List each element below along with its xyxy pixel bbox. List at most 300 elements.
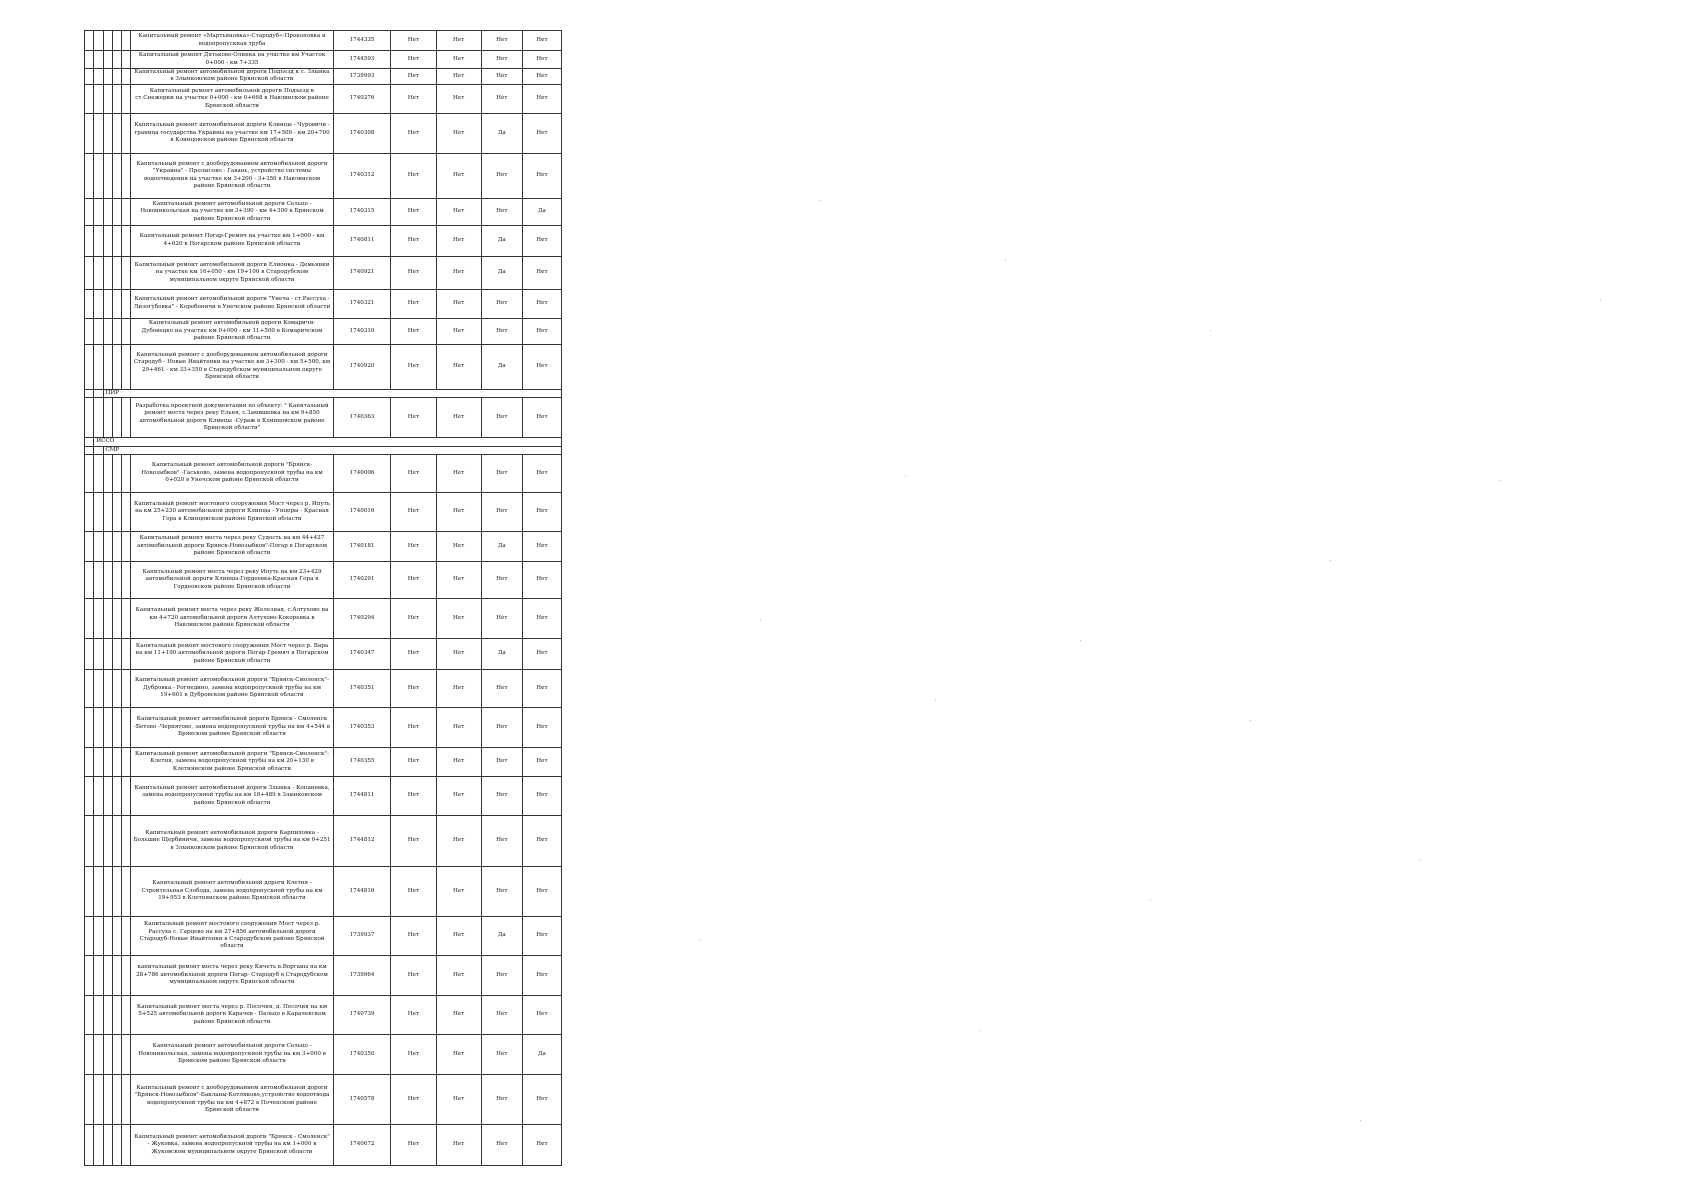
blank-index-cell bbox=[85, 438, 94, 446]
flag-cell-4: Нет bbox=[522, 69, 561, 85]
blank-index-cell bbox=[112, 455, 121, 493]
blank-index-cell bbox=[122, 113, 131, 153]
section-label: СМР bbox=[103, 446, 562, 454]
flag-cell-3: Нет bbox=[481, 455, 522, 493]
flag-cell-3: Нет bbox=[481, 1075, 522, 1125]
flag-cell-3: Нет bbox=[481, 69, 522, 85]
flag-cell-2: Нет bbox=[436, 996, 481, 1035]
flag-cell-4: Да bbox=[522, 198, 561, 225]
object-code-cell: 1740739 bbox=[333, 996, 391, 1035]
blank-index-cell bbox=[103, 198, 112, 225]
table-row bbox=[85, 708, 562, 748]
scan-speck bbox=[1210, 330, 1211, 331]
scan-speck bbox=[1420, 860, 1421, 861]
scan-speck bbox=[1005, 260, 1006, 261]
object-code-cell: 1744335 bbox=[333, 31, 391, 51]
flag-cell-2: Нет bbox=[436, 31, 481, 51]
blank-index-cell bbox=[85, 1125, 94, 1166]
flag-cell-2: Нет bbox=[436, 113, 481, 153]
blank-index-cell bbox=[112, 599, 121, 639]
flag-cell-3: Да bbox=[481, 256, 522, 289]
blank-index-cell bbox=[122, 1035, 131, 1075]
blank-index-cell bbox=[112, 289, 121, 318]
object-code-cell: 1744812 bbox=[333, 816, 391, 867]
scan-speck bbox=[1330, 560, 1331, 561]
flag-cell-1: Нет bbox=[391, 670, 436, 708]
object-description-cell: Разработка проектной документации по объекту: " Капитальный ремонт моста через реку Ельня, с.Замишевка на км 9+850 автомобильной дороги Клинцы -Сураж в Клинцовском районе Брянской области" bbox=[131, 398, 334, 438]
section-header-row bbox=[85, 446, 562, 454]
flag-cell-4: Нет bbox=[522, 455, 561, 493]
flag-cell-2: Нет bbox=[436, 867, 481, 917]
blank-index-cell bbox=[94, 917, 103, 956]
flag-cell-1: Нет bbox=[391, 867, 436, 917]
flag-cell-1: Нет bbox=[391, 318, 436, 344]
blank-index-cell bbox=[103, 289, 112, 318]
scan-speck bbox=[1600, 300, 1601, 301]
flag-cell-4: Нет bbox=[522, 917, 561, 956]
scan-speck bbox=[905, 475, 906, 476]
blank-index-cell bbox=[103, 1075, 112, 1125]
blank-index-cell bbox=[112, 562, 121, 599]
object-description-cell: Капитальный ремонт автомобильной дороги "Унеча - ст.Рассуха - Лизогубовка" - Коробоничи в Унечском районе Брянской области bbox=[131, 289, 334, 318]
flag-cell-3: Нет bbox=[481, 1125, 522, 1166]
object-description-cell: Капитальный ремонт моста через реку Ипуть на км 23+429 автомобильной дороги Клинцы-Гордеевка-Красная Гора в Гордеевском районе Брянской области bbox=[131, 562, 334, 599]
object-description-cell: Капитальный ремонт «Мартьяновка»-Стародуб«-Прокоповка и водопропускная труба bbox=[131, 31, 334, 51]
blank-index-cell bbox=[94, 69, 103, 85]
blank-index-cell bbox=[122, 748, 131, 777]
flag-cell-2: Нет bbox=[436, 816, 481, 867]
flag-cell-4: Нет bbox=[522, 398, 561, 438]
scan-speck bbox=[1360, 1120, 1361, 1121]
flag-cell-1: Нет bbox=[391, 748, 436, 777]
object-description-cell: Капитальный ремонт Дятьково-Олинка на участке км Участок 0+000 - км 7+335 bbox=[131, 51, 334, 69]
blank-index-cell bbox=[103, 777, 112, 816]
blank-index-cell bbox=[112, 344, 121, 389]
blank-index-cell bbox=[94, 670, 103, 708]
table-row bbox=[85, 1035, 562, 1075]
flag-cell-4: Нет bbox=[522, 996, 561, 1035]
table-row bbox=[85, 455, 562, 493]
blank-index-cell bbox=[122, 956, 131, 996]
blank-index-cell bbox=[85, 69, 94, 85]
object-description-cell: Капитальный ремонт Погар-Гремяч на участке км 1+000 - км 4+620 в Погарском районе Брянской области bbox=[131, 225, 334, 256]
blank-index-cell bbox=[112, 777, 121, 816]
flag-cell-1: Нет bbox=[391, 225, 436, 256]
blank-index-cell bbox=[85, 532, 94, 562]
flag-cell-2: Нет bbox=[436, 956, 481, 996]
table-row bbox=[85, 198, 562, 225]
object-description-cell: Капитальный ремонт автомобильной дороги Брянск - Смоленск -Бетово -Чернятово, замена водопропускной трубы на км 4+544 в Брянском районе Брянской области bbox=[131, 708, 334, 748]
flag-cell-3: Нет bbox=[481, 708, 522, 748]
blank-index-cell bbox=[122, 1125, 131, 1166]
flag-cell-1: Нет bbox=[391, 1125, 436, 1166]
flag-cell-1: Нет bbox=[391, 344, 436, 389]
blank-index-cell bbox=[85, 113, 94, 153]
blank-index-cell bbox=[103, 639, 112, 670]
object-code-cell: 1740811 bbox=[333, 225, 391, 256]
flag-cell-1: Нет bbox=[391, 956, 436, 996]
blank-index-cell bbox=[122, 256, 131, 289]
object-description-cell: Капитальный ремонт автомобильной дороги Карпиловка - Большие Щербиничи, замена водопропускной трубы на км 0+251 в Злынковском районе Брянской области bbox=[131, 816, 334, 867]
blank-index-cell bbox=[85, 153, 94, 198]
blank-index-cell bbox=[85, 867, 94, 917]
flag-cell-1: Нет bbox=[391, 455, 436, 493]
scan-speck bbox=[820, 200, 821, 201]
flag-cell-1: Нет bbox=[391, 84, 436, 113]
flag-cell-4: Нет bbox=[522, 1125, 561, 1166]
flag-cell-3: Нет bbox=[481, 84, 522, 113]
flag-cell-1: Нет bbox=[391, 816, 436, 867]
flag-cell-1: Нет bbox=[391, 917, 436, 956]
flag-cell-3: Нет bbox=[481, 956, 522, 996]
blank-index-cell bbox=[103, 455, 112, 493]
flag-cell-3: Да bbox=[481, 532, 522, 562]
flag-cell-2: Нет bbox=[436, 153, 481, 198]
flag-cell-1: Нет bbox=[391, 599, 436, 639]
blank-index-cell bbox=[94, 777, 103, 816]
repair-objects-table bbox=[84, 30, 562, 1166]
blank-index-cell bbox=[85, 84, 94, 113]
flag-cell-3: Нет bbox=[481, 562, 522, 599]
blank-index-cell bbox=[85, 318, 94, 344]
flag-cell-4: Нет bbox=[522, 51, 561, 69]
blank-index-cell bbox=[103, 867, 112, 917]
scan-speck bbox=[1150, 900, 1151, 901]
blank-index-cell bbox=[85, 816, 94, 867]
object-code-cell: 1740310 bbox=[333, 318, 391, 344]
blank-index-cell bbox=[122, 532, 131, 562]
blank-index-cell bbox=[112, 816, 121, 867]
blank-index-cell bbox=[122, 398, 131, 438]
flag-cell-2: Нет bbox=[436, 493, 481, 532]
scan-speck bbox=[1500, 480, 1501, 481]
flag-cell-1: Нет bbox=[391, 31, 436, 51]
blank-index-cell bbox=[85, 493, 94, 532]
blank-index-cell bbox=[112, 69, 121, 85]
flag-cell-2: Нет bbox=[436, 748, 481, 777]
blank-index-cell bbox=[112, 956, 121, 996]
blank-index-cell bbox=[94, 113, 103, 153]
flag-cell-1: Нет bbox=[391, 198, 436, 225]
flag-cell-1: Нет bbox=[391, 398, 436, 438]
object-description-cell: Капитальный ремонт автомобильной дороги "Брянск-Смоленск"-Дубровка - Рогнедино, замена водопропускной трубы на км 19+601 в Дубровском районе Брянской области bbox=[131, 670, 334, 708]
scan-speck bbox=[700, 940, 701, 941]
blank-index-cell bbox=[122, 51, 131, 69]
table-row bbox=[85, 398, 562, 438]
object-description-cell: Капитальный ремонт с дооборудованием автомобильной дороги Стародуб - Новые Ивайтенки на участке км 3+300 - км 5+500, км 29+461 - км 33+350 в Стародубском муниципальном округе Брянской области bbox=[131, 344, 334, 389]
flag-cell-4: Нет bbox=[522, 318, 561, 344]
flag-cell-2: Нет bbox=[436, 1125, 481, 1166]
flag-cell-3: Нет bbox=[481, 398, 522, 438]
blank-index-cell bbox=[112, 639, 121, 670]
flag-cell-2: Нет bbox=[436, 84, 481, 113]
object-code-cell: 1740308 bbox=[333, 113, 391, 153]
blank-index-cell bbox=[94, 389, 103, 397]
blank-index-cell bbox=[122, 670, 131, 708]
blank-index-cell bbox=[85, 708, 94, 748]
blank-index-cell bbox=[85, 256, 94, 289]
flag-cell-4: Нет bbox=[522, 1075, 561, 1125]
blank-index-cell bbox=[103, 256, 112, 289]
blank-index-cell bbox=[103, 956, 112, 996]
scan-speck bbox=[935, 700, 936, 701]
scan-speck bbox=[1250, 720, 1251, 721]
object-code-cell: 1740181 bbox=[333, 532, 391, 562]
blank-index-cell bbox=[94, 493, 103, 532]
blank-index-cell bbox=[112, 225, 121, 256]
object-code-cell: 1739993 bbox=[333, 69, 391, 85]
blank-index-cell bbox=[122, 289, 131, 318]
object-description-cell: Капитальный ремонт моста через реку Железная, с.Алтухово на км 4+720 автомобильной дороги Алтухово-Кокоревка в Навлинском районе Брянской области bbox=[131, 599, 334, 639]
object-description-cell: Капитальный ремонт автомобильной дороги Подъезд к ст.Снежерки на участке 0+000 - км 0+668 в Навлинском районе Брянской области bbox=[131, 84, 334, 113]
blank-index-cell bbox=[103, 51, 112, 69]
flag-cell-3: Нет bbox=[481, 318, 522, 344]
blank-index-cell bbox=[85, 1075, 94, 1125]
table-row bbox=[85, 318, 562, 344]
blank-index-cell bbox=[85, 389, 94, 397]
object-description-cell: Капитальный ремонт автомобильной дороги Елионка - Демьянки на участке км 16+050 - км 19+100 в Стародубском муниципальном округе Брянской области bbox=[131, 256, 334, 289]
flag-cell-1: Нет bbox=[391, 639, 436, 670]
blank-index-cell bbox=[122, 917, 131, 956]
blank-index-cell bbox=[122, 708, 131, 748]
flag-cell-2: Нет bbox=[436, 398, 481, 438]
blank-index-cell bbox=[85, 917, 94, 956]
flag-cell-3: Нет bbox=[481, 816, 522, 867]
blank-index-cell bbox=[122, 344, 131, 389]
blank-index-cell bbox=[85, 398, 94, 438]
flag-cell-1: Нет bbox=[391, 256, 436, 289]
blank-index-cell bbox=[94, 289, 103, 318]
object-code-cell: 1740315 bbox=[333, 198, 391, 225]
blank-index-cell bbox=[112, 748, 121, 777]
blank-index-cell bbox=[112, 867, 121, 917]
blank-index-cell bbox=[103, 917, 112, 956]
flag-cell-1: Нет bbox=[391, 532, 436, 562]
object-description-cell: Капитальный ремонт автомобильной дороги Злынка - Копаневка, замена водопропускной трубы на км 18+489 в Злынковском районе Брянской области bbox=[131, 777, 334, 816]
section-label: ПИР bbox=[103, 389, 562, 397]
blank-index-cell bbox=[94, 1035, 103, 1075]
object-code-cell: 1739964 bbox=[333, 956, 391, 996]
blank-index-cell bbox=[85, 748, 94, 777]
scan-speck bbox=[760, 620, 761, 621]
object-code-cell: 1740350 bbox=[333, 1035, 391, 1075]
blank-index-cell bbox=[85, 777, 94, 816]
table-row bbox=[85, 777, 562, 816]
blank-index-cell bbox=[94, 867, 103, 917]
flag-cell-3: Нет bbox=[481, 867, 522, 917]
blank-index-cell bbox=[103, 69, 112, 85]
flag-cell-1: Нет bbox=[391, 1075, 436, 1125]
flag-cell-2: Нет bbox=[436, 256, 481, 289]
blank-index-cell bbox=[94, 153, 103, 198]
object-description-cell: Капитальный ремонт автомобильной дороги Подъезд к с. Злынка в Злынковском районе Брянской области bbox=[131, 69, 334, 85]
blank-index-cell bbox=[112, 1125, 121, 1166]
blank-index-cell bbox=[94, 708, 103, 748]
object-description-cell: Капитальный ремонт автомобильной дороги Комаричи-Дубовецко на участке км 0+000 - км 11+500 в Комаричском районе Брянской области bbox=[131, 318, 334, 344]
object-description-cell: Капитальный ремонт мостового сооружения Мост через р. Вара на км 11+190 автомобильной дороги Погар-Гремяч в Погарском районе Брянской области bbox=[131, 639, 334, 670]
flag-cell-2: Нет bbox=[436, 225, 481, 256]
table-row bbox=[85, 867, 562, 917]
blank-index-cell bbox=[112, 670, 121, 708]
object-description-cell: Капитальный ремонт автомобильной дороги Сельцо - Новоникольская на участке км 3+390 - км 4+300 в Брянском районе Брянской области bbox=[131, 198, 334, 225]
blank-index-cell bbox=[122, 493, 131, 532]
object-code-cell: 1740363 bbox=[333, 398, 391, 438]
blank-index-cell bbox=[112, 917, 121, 956]
object-code-cell: 1740291 bbox=[333, 562, 391, 599]
flag-cell-2: Нет bbox=[436, 51, 481, 69]
table-row bbox=[85, 816, 562, 867]
object-code-cell: 1740920 bbox=[333, 344, 391, 389]
blank-index-cell bbox=[103, 1125, 112, 1166]
flag-cell-2: Нет bbox=[436, 917, 481, 956]
table-row bbox=[85, 670, 562, 708]
blank-index-cell bbox=[85, 198, 94, 225]
object-code-cell: 1744811 bbox=[333, 777, 391, 816]
flag-cell-4: Да bbox=[522, 1035, 561, 1075]
table-row bbox=[85, 493, 562, 532]
blank-index-cell bbox=[103, 493, 112, 532]
flag-cell-4: Нет bbox=[522, 708, 561, 748]
flag-cell-4: Нет bbox=[522, 493, 561, 532]
object-code-cell: 1740672 bbox=[333, 1125, 391, 1166]
flag-cell-2: Нет bbox=[436, 289, 481, 318]
flag-cell-2: Нет bbox=[436, 639, 481, 670]
table-row bbox=[85, 996, 562, 1035]
flag-cell-2: Нет bbox=[436, 670, 481, 708]
flag-cell-1: Нет bbox=[391, 708, 436, 748]
flag-cell-2: Нет bbox=[436, 344, 481, 389]
blank-index-cell bbox=[94, 996, 103, 1035]
object-code-cell: 1744816 bbox=[333, 867, 391, 917]
object-code-cell: 1740276 bbox=[333, 84, 391, 113]
flag-cell-2: Нет bbox=[436, 599, 481, 639]
flag-cell-4: Нет bbox=[522, 225, 561, 256]
flag-cell-1: Нет bbox=[391, 996, 436, 1035]
table-row bbox=[85, 31, 562, 51]
blank-index-cell bbox=[85, 996, 94, 1035]
object-description-cell: Капитальный ремонт автомобильной дороги Клинцы - Чуровичи - граница государства Украины на участке км 17+500 - км 20+700 в Клинцовском районе Брянской области bbox=[131, 113, 334, 153]
blank-index-cell bbox=[122, 867, 131, 917]
blank-index-cell bbox=[122, 562, 131, 599]
blank-index-cell bbox=[112, 113, 121, 153]
flag-cell-3: Нет bbox=[481, 153, 522, 198]
flag-cell-4: Нет bbox=[522, 31, 561, 51]
blank-index-cell bbox=[122, 1075, 131, 1125]
flag-cell-1: Нет bbox=[391, 153, 436, 198]
blank-index-cell bbox=[103, 318, 112, 344]
flag-cell-2: Нет bbox=[436, 69, 481, 85]
blank-index-cell bbox=[112, 532, 121, 562]
object-description-cell: Капитальный ремонт автомобильной дороги "Брянск-Новозыбков" -Гаськово, замена водопропускной трубы на км 0+020 в Унечском районе Брянской области bbox=[131, 455, 334, 493]
blank-index-cell bbox=[112, 318, 121, 344]
flag-cell-3: Нет bbox=[481, 748, 522, 777]
blank-index-cell bbox=[94, 562, 103, 599]
blank-index-cell bbox=[85, 446, 94, 454]
blank-index-cell bbox=[94, 599, 103, 639]
flag-cell-2: Нет bbox=[436, 532, 481, 562]
blank-index-cell bbox=[122, 816, 131, 867]
flag-cell-3: Нет bbox=[481, 289, 522, 318]
scanned-page bbox=[84, 30, 562, 1166]
object-description-cell: Капитальный ремонт с дооборудованием автомобильной дороги "Украина" - Пролысово - Гавань, устройство системы водоотведения на участке км 3+200 - 3+350 в Навлинском районе Брянской области bbox=[131, 153, 334, 198]
blank-index-cell bbox=[85, 1035, 94, 1075]
blank-index-cell bbox=[94, 748, 103, 777]
blank-index-cell bbox=[103, 708, 112, 748]
blank-index-cell bbox=[122, 318, 131, 344]
flag-cell-2: Нет bbox=[436, 198, 481, 225]
table-row bbox=[85, 532, 562, 562]
blank-index-cell bbox=[103, 748, 112, 777]
flag-cell-4: Нет bbox=[522, 562, 561, 599]
table-row bbox=[85, 256, 562, 289]
flag-cell-2: Нет bbox=[436, 777, 481, 816]
flag-cell-1: Нет bbox=[391, 777, 436, 816]
blank-index-cell bbox=[94, 956, 103, 996]
blank-index-cell bbox=[112, 708, 121, 748]
blank-index-cell bbox=[112, 31, 121, 51]
section-header-row bbox=[85, 389, 562, 397]
blank-index-cell bbox=[94, 816, 103, 867]
blank-index-cell bbox=[112, 256, 121, 289]
blank-index-cell bbox=[103, 1035, 112, 1075]
blank-index-cell bbox=[85, 670, 94, 708]
flag-cell-3: Нет bbox=[481, 670, 522, 708]
blank-index-cell bbox=[85, 31, 94, 51]
flag-cell-1: Нет bbox=[391, 51, 436, 69]
flag-cell-4: Нет bbox=[522, 84, 561, 113]
flag-cell-2: Нет bbox=[436, 562, 481, 599]
blank-index-cell bbox=[103, 153, 112, 198]
object-description-cell: капитальный ремонт моста через реку Кичеть в.Воргаиы на км 28+786 автомобильной дороги Погар- Стародуб в Стародубском муниципальном округе Брянской области bbox=[131, 956, 334, 996]
blank-index-cell bbox=[94, 455, 103, 493]
blank-index-cell bbox=[85, 51, 94, 69]
blank-index-cell bbox=[103, 398, 112, 438]
flag-cell-2: Нет bbox=[436, 318, 481, 344]
object-description-cell: Капитальный ремонт автомобильной дороги "Брянск - Смоленск" - Жуковка, замена водопропускной трубы на км 1+000 в Жуковском муниципальном округе Брянской области bbox=[131, 1125, 334, 1166]
blank-index-cell bbox=[122, 84, 131, 113]
blank-index-cell bbox=[103, 113, 112, 153]
flag-cell-2: Нет bbox=[436, 1035, 481, 1075]
blank-index-cell bbox=[103, 816, 112, 867]
scan-speck bbox=[980, 1030, 981, 1031]
flag-cell-4: Нет bbox=[522, 256, 561, 289]
flag-cell-1: Нет bbox=[391, 1035, 436, 1075]
section-label: ИССО bbox=[94, 438, 562, 446]
table-row bbox=[85, 639, 562, 670]
object-code-cell: 1744593 bbox=[333, 51, 391, 69]
flag-cell-4: Нет bbox=[522, 777, 561, 816]
blank-index-cell bbox=[94, 198, 103, 225]
blank-index-cell bbox=[85, 225, 94, 256]
table-row bbox=[85, 1075, 562, 1125]
object-code-cell: 1740578 bbox=[333, 1075, 391, 1125]
object-code-cell: 1740321 bbox=[333, 289, 391, 318]
blank-index-cell bbox=[94, 51, 103, 69]
blank-index-cell bbox=[103, 84, 112, 113]
flag-cell-3: Да bbox=[481, 344, 522, 389]
blank-index-cell bbox=[122, 69, 131, 85]
flag-cell-4: Нет bbox=[522, 867, 561, 917]
blank-index-cell bbox=[112, 398, 121, 438]
blank-index-cell bbox=[103, 670, 112, 708]
flag-cell-3: Да bbox=[481, 113, 522, 153]
blank-index-cell bbox=[85, 599, 94, 639]
flag-cell-1: Нет bbox=[391, 562, 436, 599]
blank-index-cell bbox=[94, 1125, 103, 1166]
flag-cell-4: Нет bbox=[522, 816, 561, 867]
object-description-cell: Капитальный ремонт моста через р. Песочня, д. Песочня на км 5+525 автомобильной дороги Карачев - Пальцо в Карачевском районе Брянской области bbox=[131, 996, 334, 1035]
table-row bbox=[85, 956, 562, 996]
